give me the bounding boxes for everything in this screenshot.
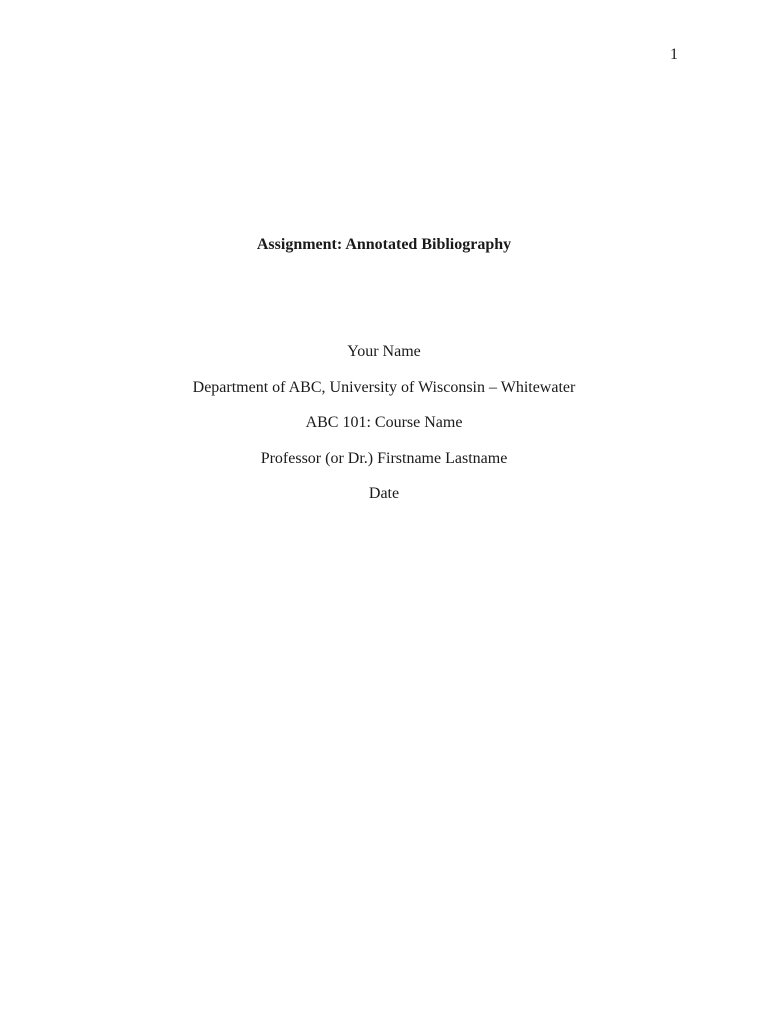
author-line: Your Name [347,343,421,360]
affiliation-line: Department of ABC, University of Wisconsin – Whitewater [192,378,576,396]
title-block [90,334,678,512]
course-line: ABC 101: Course Name [305,414,463,431]
document-title: Assignment: Annotated Bibliography [256,236,512,253]
page-number: 1 [670,46,678,63]
date-line: Date [368,485,400,502]
instructor-line: Professor (or Dr.) Firstname Lastname [260,449,508,467]
